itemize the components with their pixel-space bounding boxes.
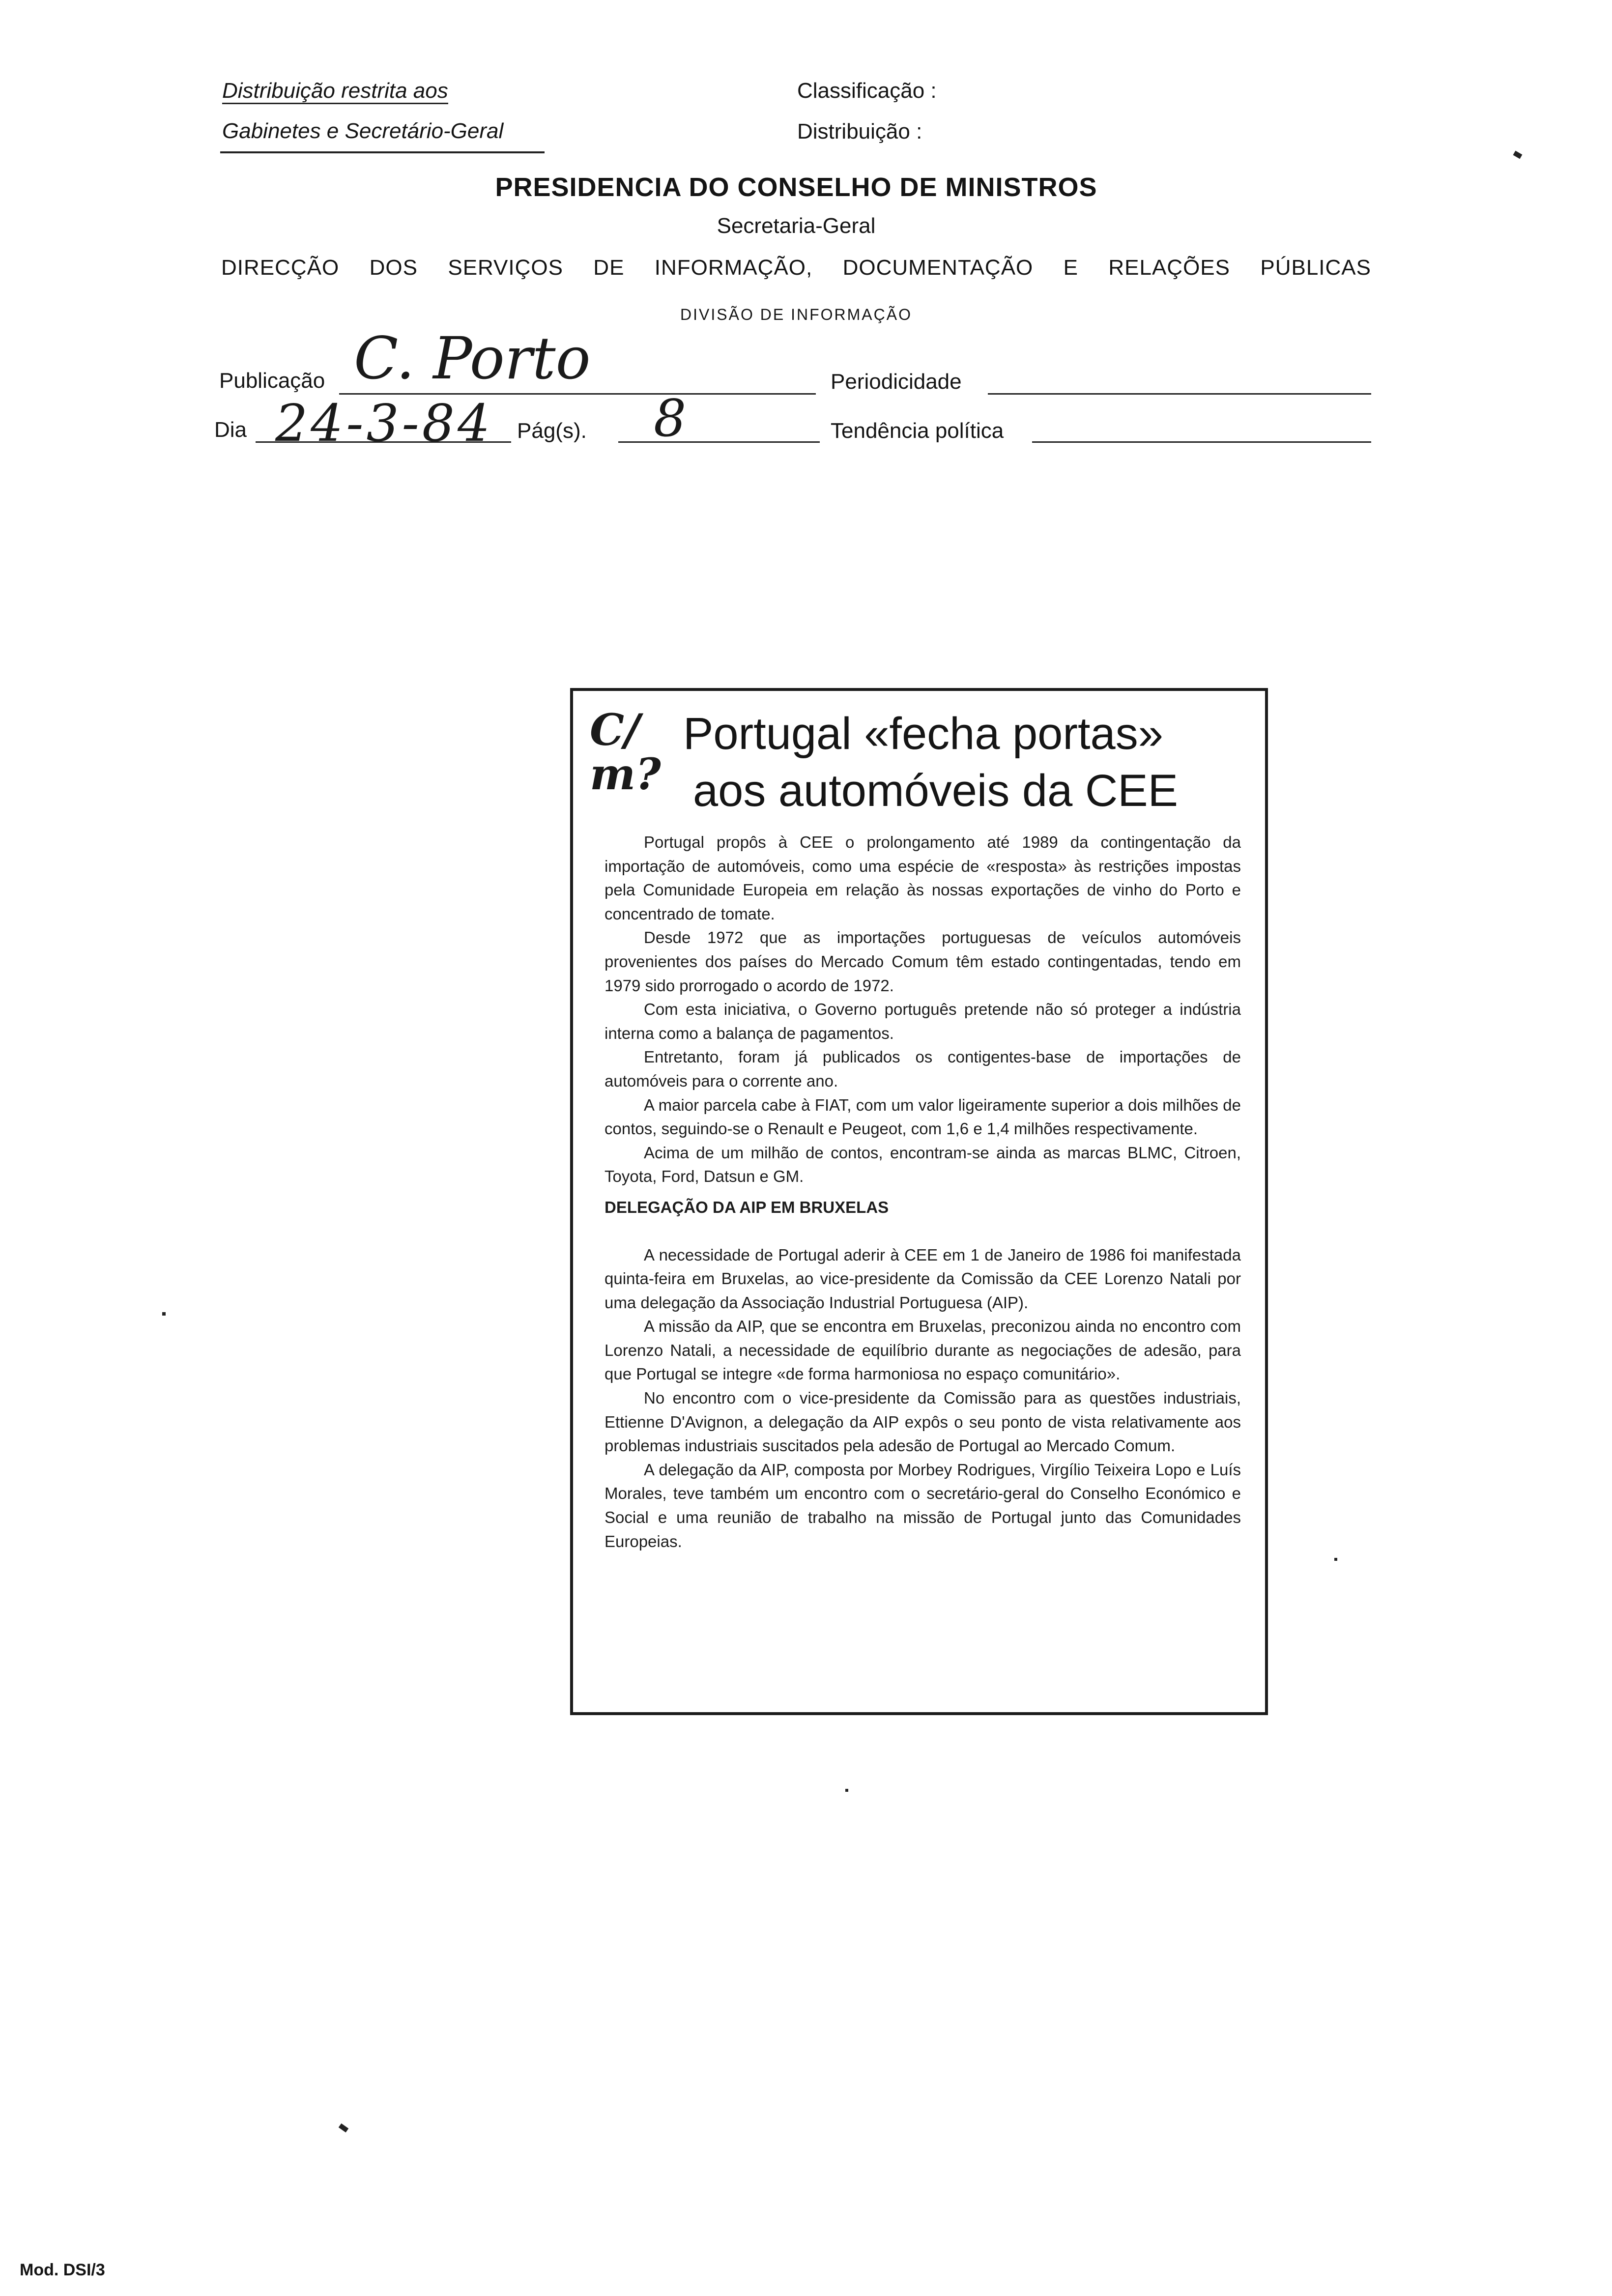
clipping-headline — [683, 705, 1248, 819]
classificacao-label: Classificação : — [797, 79, 937, 103]
article-paragraph: Com esta iniciativa, o Governo português pretende não só proteger a indústria interna como a balança de pagamentos. — [604, 1000, 1241, 1042]
article-paragraph: Desde 1972 que as importações portuguesas de veículos automóveis provenientes dos países do Mercado Comum têm estado contingentadas, tendo em 1979 sido prorrogado o acordo de 1972. — [604, 928, 1241, 995]
restricted-underline — [220, 151, 545, 153]
dia-value: 24-3-84 — [275, 393, 493, 453]
dia-label: Dia — [214, 418, 247, 442]
scan-speck — [1513, 151, 1523, 159]
headline-line1: Portugal «fecha portas» — [683, 709, 1163, 759]
article-paragraph: Acima de um milhão de contos, encontram-se ainda as marcas BLMC, Citroen, Toyota, Ford, Datsun e GM. — [604, 1143, 1241, 1186]
direccao-heading: DIRECÇÃO DOS SERVIÇOS DE INFORMAÇÃO, DOCUMENTAÇÃO E RELAÇÕES PÚBLICAS — [221, 256, 1371, 280]
divisao-heading: DIVISÃO DE INFORMAÇÃO — [680, 306, 912, 323]
article-paragraph: No encontro com o vice-presidente da Comissão para as questões industriais, Ettienne D'Avignon, a delegação da AIP expôs o seu ponto de vista relativamente aos problemas industriais suscitados pela adesão de Portugal ao Mercado Comum. — [604, 1389, 1241, 1455]
pags-line — [618, 441, 820, 443]
article-paragraph: Entretanto, foram já publicados os contigentes-base de importações de automóveis para o corrente ano. — [604, 1048, 1241, 1090]
pags-label: Pág(s). — [517, 419, 587, 443]
article-paragraph: A maior parcela cabe à FIAT, com um valor ligeiramente superior a dois milhões de contos, seguindo-se o Renault e Peugeot, com 1,6 e 1,4 milhões respectivamente. — [604, 1095, 1241, 1138]
clipping-body — [604, 831, 1241, 1553]
scan-speck — [162, 1312, 166, 1316]
publicacao-label: Publicação — [219, 369, 325, 393]
article-paragraph: A missão da AIP, que se encontra em Bruxelas, preconizou ainda no encontro com Lorenzo Natali, a necessidade de equilíbrio durante as negociações de adesão, para que Portugal se integre «de forma harmoniosa no espaço comunitário». — [604, 1317, 1241, 1383]
tendencia-label: Tendência política — [831, 419, 1004, 443]
periodicidade-label: Periodicidade — [831, 370, 962, 394]
periodicidade-line — [988, 393, 1371, 395]
tendencia-line — [1032, 441, 1371, 443]
handwritten-margin-mark: C/ m? — [590, 704, 661, 800]
distribuicao-label: Distribuição : — [797, 119, 922, 144]
restricted-distribution-line2: Gabinetes e Secretário-Geral — [222, 119, 504, 143]
article-paragraph: A delegação da AIP, composta por Morbey Rodrigues, Virgílio Teixeira Lopo e Luís Morales, teve também um encontro com o secretário-geral do Conselho Económico e Social e uma reunião de trabalho na missão de Portugal junto das Comunidades Europeias. — [604, 1460, 1241, 1550]
scan-speck — [1334, 1558, 1337, 1561]
presidencia-heading: PRESIDENCIA DO CONSELHO DE MINISTROS — [495, 172, 1097, 202]
scan-speck — [339, 2124, 348, 2133]
publicacao-value: C. Porto — [354, 324, 591, 392]
article-paragraph: A necessidade de Portugal aderir à CEE em 1 de Janeiro de 1986 foi manifestada quinta-feira em Bruxelas, ao vice-presidente da Comissão da CEE Lorenzo Natali por uma delegação da Associação Industrial Portuguesa (AIP). — [604, 1245, 1241, 1312]
scan-speck — [845, 1789, 848, 1792]
model-code: Mod. DSI/3 — [20, 2261, 105, 2279]
article-paragraph: Portugal propôs à CEE o prolongamento até 1989 da contingentação da importação de automóveis, como uma espécie de «resposta» às restrições impostas pela Comunidade Europeia em relação às nossas exportações de vinho do Porto e concentrado de tomate. — [604, 833, 1241, 923]
restricted-distribution-line1: Distribuição restrita aos — [222, 79, 537, 103]
pags-value: 8 — [654, 388, 687, 448]
article-subheading: DELEGAÇÃO DA AIP EM BRUXELAS — [604, 1198, 889, 1216]
headline-line2: aos automóveis da CEE — [693, 766, 1178, 816]
secretaria-heading: Secretaria-Geral — [717, 214, 876, 238]
